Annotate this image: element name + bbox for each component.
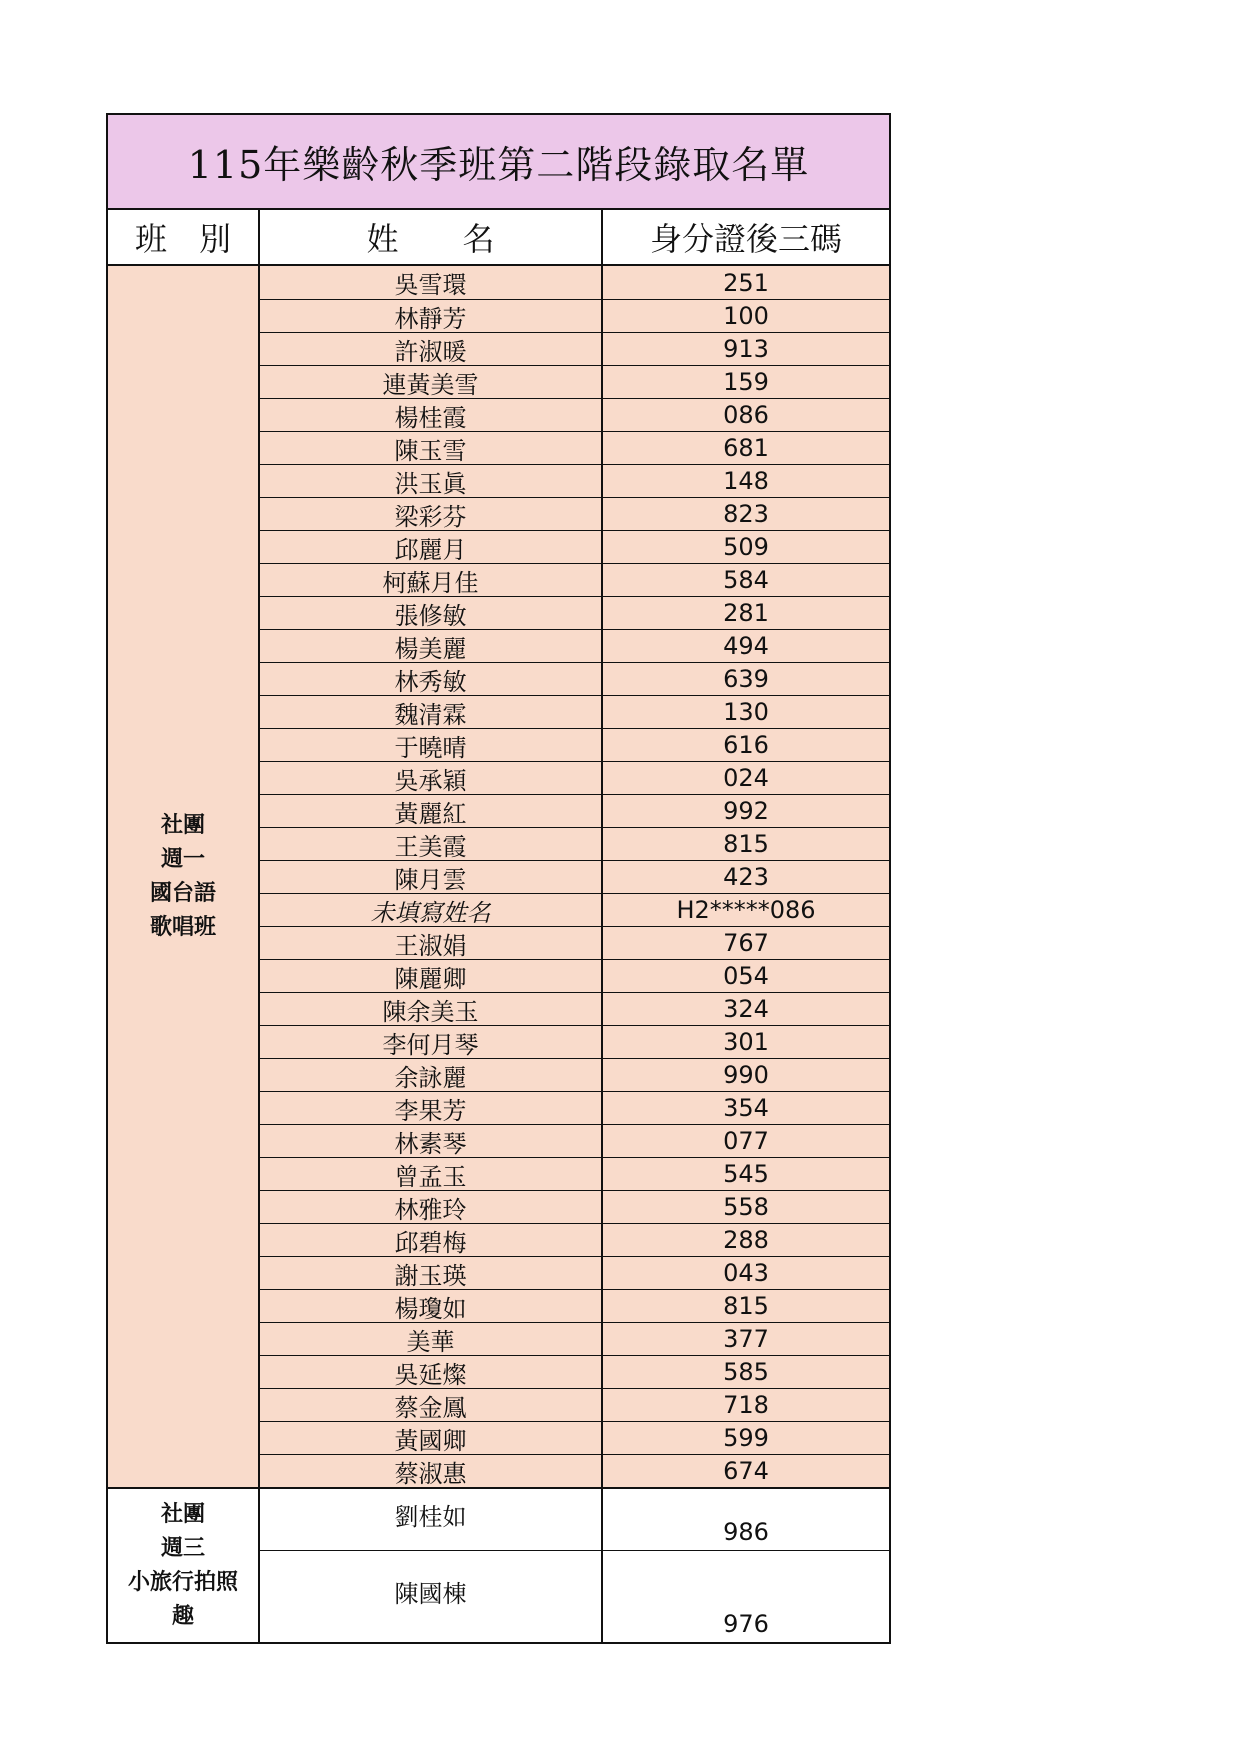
id-last-three: 639 bbox=[723, 665, 769, 693]
id-last-three: 558 bbox=[723, 1193, 769, 1221]
table-row bbox=[260, 1256, 889, 1289]
table-row bbox=[260, 794, 889, 827]
table-row bbox=[260, 926, 889, 959]
header-row bbox=[108, 210, 889, 266]
table-row bbox=[260, 1489, 889, 1550]
id-last-three: 324 bbox=[723, 995, 769, 1023]
id-last-three: 585 bbox=[723, 1358, 769, 1386]
id-last-three: 815 bbox=[723, 1292, 769, 1320]
table-row bbox=[260, 860, 889, 893]
group-monday-singing bbox=[108, 266, 889, 1487]
group1-rows bbox=[260, 266, 889, 1487]
id-last-three: 423 bbox=[723, 863, 769, 891]
table-row bbox=[260, 1091, 889, 1124]
table-row bbox=[260, 332, 889, 365]
table-row bbox=[260, 1058, 889, 1091]
id-last-three: 377 bbox=[723, 1325, 769, 1353]
id-last-three: 767 bbox=[723, 929, 769, 957]
id-last-three: 054 bbox=[723, 962, 769, 990]
student-name: 劉桂如 bbox=[260, 1489, 603, 1550]
student-name: 曾孟玉 bbox=[260, 1158, 603, 1190]
student-name: 王美霞 bbox=[260, 828, 603, 860]
student-name: 蔡淑惠 bbox=[260, 1455, 603, 1487]
id-last-three: 616 bbox=[723, 731, 769, 759]
table-row bbox=[260, 1421, 889, 1454]
class-cell-wednesday-photo bbox=[108, 1489, 260, 1642]
header-id-code: 身分證後三碼 bbox=[649, 220, 842, 258]
student-name: 王淑娟 bbox=[260, 927, 603, 959]
id-last-three: 301 bbox=[723, 1028, 769, 1056]
id-last-three: 130 bbox=[723, 698, 769, 726]
table-row bbox=[260, 827, 889, 860]
student-name: 楊桂霞 bbox=[260, 399, 603, 431]
header-class: 班 別 bbox=[108, 210, 260, 264]
table-row bbox=[260, 992, 889, 1025]
table-row bbox=[260, 563, 889, 596]
table-row bbox=[260, 893, 889, 926]
id-last-three: 509 bbox=[723, 533, 769, 561]
id-last-three: 354 bbox=[723, 1094, 769, 1122]
id-last-three: 281 bbox=[723, 599, 769, 627]
id-last-three: 043 bbox=[723, 1259, 769, 1287]
student-name: 于曉晴 bbox=[260, 729, 603, 761]
student-name: 張修敏 bbox=[260, 597, 603, 629]
id-last-three: 992 bbox=[723, 797, 769, 825]
table-row bbox=[260, 1550, 889, 1642]
student-name: 楊美麗 bbox=[260, 630, 603, 662]
group2-rows bbox=[260, 1489, 889, 1642]
table-row bbox=[260, 1289, 889, 1322]
table-row bbox=[260, 1322, 889, 1355]
group-wednesday-photo bbox=[108, 1487, 889, 1642]
student-name: 吳延燦 bbox=[260, 1356, 603, 1388]
id-last-three: 100 bbox=[723, 302, 769, 330]
id-last-three: 681 bbox=[723, 434, 769, 462]
id-last-three: 251 bbox=[723, 268, 769, 297]
table-row bbox=[260, 1388, 889, 1421]
table-row bbox=[260, 1190, 889, 1223]
student-name: 梁彩芬 bbox=[260, 498, 603, 530]
table-row bbox=[260, 1124, 889, 1157]
class-label-line: 週三 bbox=[160, 1535, 205, 1561]
student-name: 柯蘇月佳 bbox=[260, 564, 603, 596]
student-name: 謝玉瑛 bbox=[260, 1257, 603, 1289]
id-last-three: 599 bbox=[723, 1424, 769, 1452]
student-name: 吳雪環 bbox=[260, 266, 603, 299]
student-name: 魏清霖 bbox=[260, 696, 603, 728]
table-row bbox=[260, 1157, 889, 1190]
student-name: 黃麗紅 bbox=[260, 795, 603, 827]
student-name: 林靜芳 bbox=[260, 300, 603, 332]
table-row bbox=[260, 1454, 889, 1487]
table-row bbox=[260, 959, 889, 992]
class-label-line: 社團 bbox=[160, 812, 205, 838]
student-name: 林素琴 bbox=[260, 1125, 603, 1157]
id-last-three: 986 bbox=[723, 1518, 769, 1546]
id-last-three: 976 bbox=[723, 1610, 769, 1638]
table-row bbox=[260, 761, 889, 794]
id-last-three: H2*****086 bbox=[676, 896, 816, 924]
table-row bbox=[260, 1355, 889, 1388]
table-row bbox=[260, 365, 889, 398]
admission-list-table bbox=[106, 113, 891, 1644]
class-label-line: 社團 bbox=[160, 1501, 205, 1527]
table-row bbox=[260, 266, 889, 299]
table-row bbox=[260, 695, 889, 728]
id-last-three: 584 bbox=[723, 566, 769, 594]
id-last-three: 674 bbox=[723, 1457, 769, 1485]
id-last-three: 159 bbox=[723, 368, 769, 396]
id-last-three: 823 bbox=[723, 500, 769, 528]
table-title: 115年樂齡秋季班第二階段錄取名單 bbox=[108, 115, 889, 210]
student-name: 吳承穎 bbox=[260, 762, 603, 794]
table-row bbox=[260, 431, 889, 464]
id-last-three: 718 bbox=[723, 1391, 769, 1419]
student-name: 邱碧梅 bbox=[260, 1224, 603, 1256]
id-last-three: 494 bbox=[723, 632, 769, 660]
student-name: 洪玉眞 bbox=[260, 465, 603, 497]
student-name: 蔡金鳳 bbox=[260, 1389, 603, 1421]
student-name: 陳余美玉 bbox=[260, 993, 603, 1025]
student-name: 未填寫姓名 bbox=[260, 894, 603, 926]
student-name: 李何月琴 bbox=[260, 1026, 603, 1058]
table-row bbox=[260, 299, 889, 332]
table-row bbox=[260, 398, 889, 431]
table-row bbox=[260, 497, 889, 530]
class-cell-monday-singing bbox=[108, 266, 260, 1487]
class-label-line: 歌唱班 bbox=[149, 914, 216, 940]
student-name: 連黃美雪 bbox=[260, 366, 603, 398]
student-name: 林秀敏 bbox=[260, 663, 603, 695]
id-last-three: 990 bbox=[723, 1061, 769, 1089]
table-row bbox=[260, 629, 889, 662]
student-name: 許淑暖 bbox=[260, 333, 603, 365]
id-last-three: 815 bbox=[723, 830, 769, 858]
table-row bbox=[260, 662, 889, 695]
id-last-three: 913 bbox=[723, 335, 769, 363]
student-name: 陳國棟 bbox=[260, 1551, 603, 1642]
table-row bbox=[260, 530, 889, 563]
id-last-three: 077 bbox=[723, 1127, 769, 1155]
table-row bbox=[260, 1025, 889, 1058]
student-name: 美華 bbox=[260, 1323, 603, 1355]
student-name: 邱麗月 bbox=[260, 531, 603, 563]
id-last-three: 086 bbox=[723, 401, 769, 429]
student-name: 陳玉雪 bbox=[260, 432, 603, 464]
student-name: 楊瓊如 bbox=[260, 1290, 603, 1322]
id-last-three: 148 bbox=[723, 467, 769, 495]
student-name: 李果芳 bbox=[260, 1092, 603, 1124]
class-label-line: 小旅行拍照 bbox=[127, 1569, 238, 1595]
table-row bbox=[260, 596, 889, 629]
table-row bbox=[260, 728, 889, 761]
id-last-three: 288 bbox=[723, 1226, 769, 1254]
header-name: 姓 名 bbox=[260, 210, 603, 264]
student-name: 余詠麗 bbox=[260, 1059, 603, 1091]
class-label-line: 趣 bbox=[171, 1603, 194, 1629]
student-name: 黃國卿 bbox=[260, 1422, 603, 1454]
student-name: 陳麗卿 bbox=[260, 960, 603, 992]
id-last-three: 545 bbox=[723, 1160, 769, 1188]
table-row bbox=[260, 464, 889, 497]
table-row bbox=[260, 1223, 889, 1256]
student-name: 林雅玲 bbox=[260, 1191, 603, 1223]
student-name: 陳月雲 bbox=[260, 861, 603, 893]
class-label-line: 週一 bbox=[160, 846, 205, 872]
class-label-line: 國台語 bbox=[149, 880, 216, 906]
id-last-three: 024 bbox=[723, 764, 769, 792]
